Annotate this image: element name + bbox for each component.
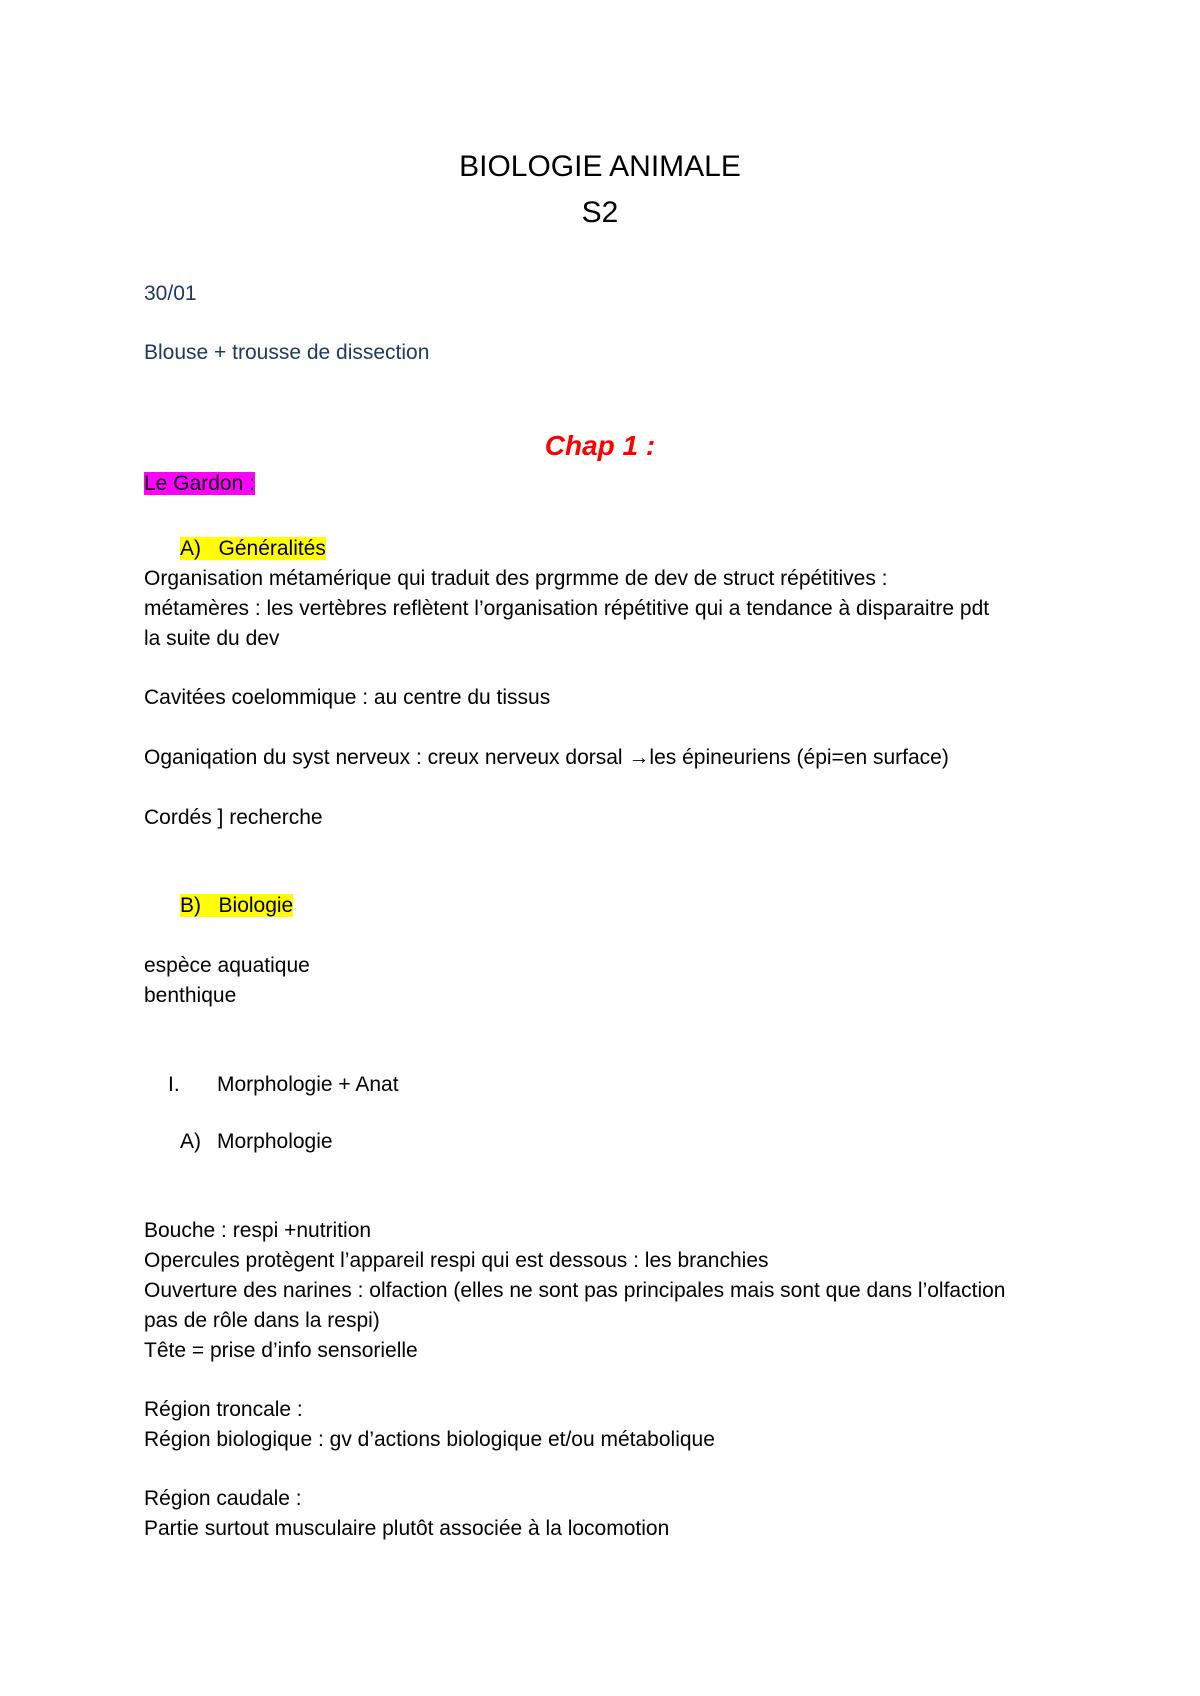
topic-heading [144, 470, 255, 498]
biologie-line: espèce aquatique [144, 954, 310, 977]
section-a-marker: A) [180, 537, 201, 560]
cavites-text: Cavitées coelommique : au centre du tissus [144, 686, 551, 709]
section-b-label: Biologie [218, 894, 294, 917]
topic-label: Le Gardon : [144, 472, 255, 495]
cordes-text: Cordés ] recherche [144, 806, 323, 829]
materials-text: Blouse + trousse de dissection [144, 341, 430, 364]
section-b-heading [180, 892, 293, 920]
section-a-heading [180, 535, 326, 563]
section-b-highlight [180, 894, 293, 917]
morphologie-line: Bouche : respi +nutrition [144, 1219, 372, 1242]
generalites-line: la suite du dev [144, 627, 280, 650]
date-text: 30/01 [144, 282, 197, 305]
section-a-highlight [180, 537, 326, 560]
morphologie-line: Tête = prise d’info sensorielle [144, 1339, 418, 1362]
region-caudale-line: Partie surtout musculaire plutôt associée à la locomotion [144, 1517, 670, 1540]
region-troncale-line: Région troncale : [144, 1398, 303, 1421]
organisation-nerveux-text: Oganiqation du syst nerveux : creux nerveux dorsal →les épineuriens (épi=en surface) [144, 746, 949, 769]
document-subtitle: S2 [581, 196, 619, 229]
morphologie-line: pas de rôle dans la respi) [144, 1309, 380, 1332]
morphologie-line: Ouverture des narines : olfaction (elles ne sont pas principales mais sont que dans l’olfaction [144, 1279, 1006, 1302]
region-troncale-line: Région biologique : gv d’actions biologique et/ou métabolique [144, 1428, 715, 1451]
generalites-line: Organisation métamérique qui traduit des prgrmme de dev de struct répétitives : [144, 567, 888, 590]
generalites-line: métamères : les vertèbres reflètent l’organisation répétitive qui a tendance à disparaitre pdt [144, 597, 990, 620]
section-b-marker: B) [180, 894, 201, 917]
region-caudale-line: Région caudale : [144, 1487, 302, 1510]
section-a-label: Généralités [218, 537, 326, 560]
subsection-a-marker: A) [180, 1130, 201, 1153]
part-1-label: Morphologie + Anat [217, 1073, 399, 1096]
document-title: BIOLOGIE ANIMALE [459, 150, 741, 183]
chapter-heading: Chap 1 : [544, 430, 656, 461]
part-1-marker: I. [168, 1073, 180, 1096]
biologie-line: benthique [144, 984, 237, 1007]
morphologie-line: Opercules protègent l’appareil respi qui est dessous : les branchies [144, 1249, 769, 1272]
subsection-a-label: Morphologie [217, 1130, 333, 1153]
